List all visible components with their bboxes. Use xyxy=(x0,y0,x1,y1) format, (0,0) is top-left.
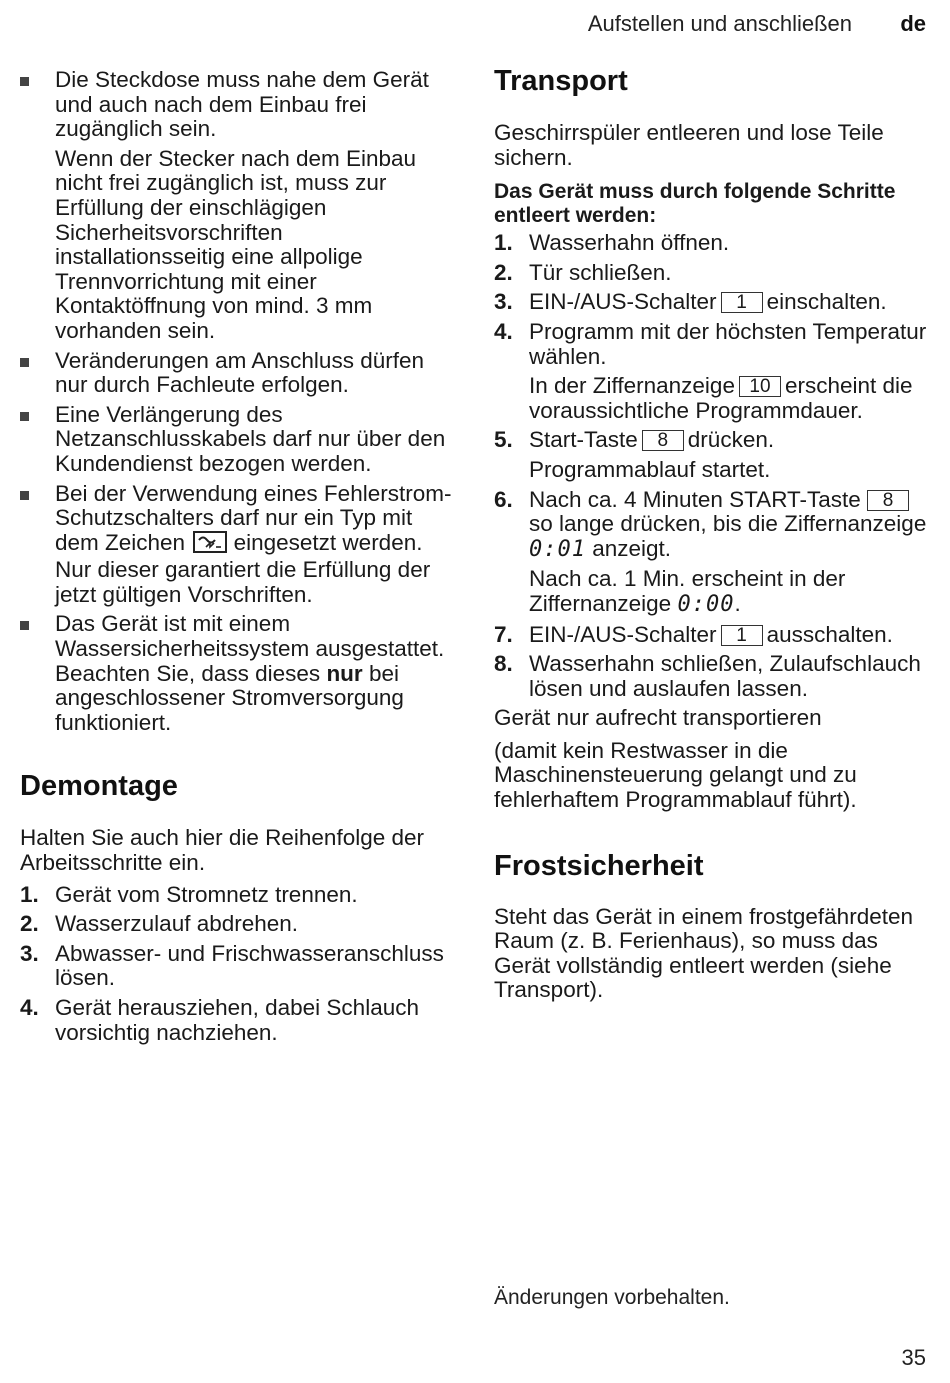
list-item xyxy=(20,883,458,908)
step-text-part: Start-Taste xyxy=(529,427,638,453)
list-item xyxy=(494,290,934,315)
step-text-part: so lange drücken, bis die Ziffernanzeige xyxy=(529,511,927,537)
lcd-display-value: 0:01 xyxy=(529,536,586,562)
step-text-part: erscheint die voraussichtliche Programmdauer. xyxy=(529,373,913,423)
right-column xyxy=(494,62,934,1003)
bullet-text: Die Steckdose muss nahe dem Gerät und auch nach dem Einbau frei zugänglich sein. xyxy=(55,67,429,142)
step-text: Programm mit der höchsten Temperatur wählen. xyxy=(529,318,927,369)
power-key-symbol: 1 xyxy=(721,292,763,313)
step-text: Wasserhahn schließen, Zulaufschlauch lösen und auslaufen lassen. xyxy=(529,651,921,701)
step-number: 1. xyxy=(20,881,39,907)
transport-subheading: Das Gerät muss durch folgende Schritte entleert werden: xyxy=(494,180,896,228)
list-item xyxy=(494,623,934,648)
step-text xyxy=(529,623,934,648)
step-text xyxy=(529,428,934,453)
transport-note: (damit kein Restwasser in die Maschinensteuerung gelangt und zu fehlerhaftem Programmablauf führt). xyxy=(494,737,857,813)
bullet-square-icon xyxy=(20,491,29,500)
power-key-symbol: 1 xyxy=(721,625,763,646)
list-item xyxy=(20,349,458,398)
list-item xyxy=(494,231,934,256)
step-text-part: EIN-/AUS-Schalter xyxy=(529,289,717,315)
step-number: 3. xyxy=(20,940,39,966)
start-key-symbol: 8 xyxy=(642,430,684,451)
bullet-text xyxy=(55,482,458,608)
step-text: Wasserzulauf abdrehen. xyxy=(55,911,299,937)
bullet-square-icon xyxy=(20,77,29,86)
frost-heading: Frostsicherheit xyxy=(494,849,704,882)
step-text-part: . xyxy=(734,590,741,616)
step-number: 3. xyxy=(494,289,513,315)
step-text: Gerät vom Stromnetz trennen. xyxy=(55,881,358,907)
step-text-part: In der Ziffernanzeige xyxy=(529,373,735,399)
bullet-text-emphasis: nur xyxy=(326,660,363,686)
list-item xyxy=(494,652,934,701)
bullet-text-part: Das Gerät ist mit einem Wassersicherheitssystem ausgestattet. Beachten Sie, dass dieses xyxy=(55,611,445,686)
safety-bullet-list xyxy=(20,68,458,735)
bullet-text: Veränderungen am Anschluss dürfen nur durch Fachleute erfolgen. xyxy=(55,347,424,398)
list-item xyxy=(494,320,934,423)
list-item xyxy=(20,68,458,344)
bullet-text-part: bei angeschlossener Stromversorgung funktioniert. xyxy=(55,660,404,735)
demontage-steps xyxy=(20,883,458,1046)
list-item xyxy=(20,912,458,937)
list-item xyxy=(494,428,934,482)
step-subtext: Programmablauf startet. xyxy=(529,456,771,482)
transport-intro: Geschirrspüler entleeren und lose Teile sichern. xyxy=(494,120,884,170)
step-text: Gerät herausziehen, dabei Schlauch vorsichtig nachziehen. xyxy=(55,995,419,1045)
bullet-text: Wenn der Stecker nach dem Einbau nicht frei zugänglich ist, muss zur Erfüllung der einschlägigen Sicherheitsvorschriften installationsseitig eine allpolige Trennvorrichtung mit einer Kontaktöffnung von mind. 3 mm vorhanden sein. xyxy=(55,145,417,343)
list-item xyxy=(494,261,934,286)
transport-steps xyxy=(494,231,934,701)
step-text: Wasserhahn öffnen. xyxy=(529,230,730,256)
page-header xyxy=(0,11,950,41)
step-number: 2. xyxy=(20,911,39,937)
step-text: Tür schließen. xyxy=(529,259,672,285)
header-section-title: Aufstellen und anschließen xyxy=(587,11,852,36)
list-item xyxy=(20,482,458,608)
bullet-text xyxy=(55,612,458,735)
step-subtext xyxy=(529,374,934,423)
bullet-text: Eine Verlängerung des Netzanschlusskabels darf nur über den Kundendienst bezogen werden. xyxy=(55,401,446,476)
step-text xyxy=(529,290,934,315)
list-item xyxy=(20,996,458,1045)
step-text-part: anzeigt. xyxy=(592,535,672,561)
step-text-part: Nach ca. 1 Min. erscheint in der Ziffernanzeige xyxy=(529,566,846,616)
frost-text: Steht das Gerät in einem frostgefährdeten Raum (z. B. Ferienhaus), so muss das Gerät vollständig entleert werden (siehe Transport). xyxy=(494,903,913,1003)
header-language-code: de xyxy=(900,11,926,36)
list-item xyxy=(20,612,458,735)
step-text: Abwasser- und Frischwasseranschluss lösen. xyxy=(55,940,444,991)
display-key-symbol: 10 xyxy=(739,376,781,397)
bullet-square-icon xyxy=(20,621,29,630)
list-item xyxy=(20,942,458,991)
step-subtext xyxy=(529,567,934,617)
step-number: 6. xyxy=(494,486,513,512)
list-item xyxy=(494,488,934,618)
left-column xyxy=(20,62,458,1050)
rcd-type-symbol-icon xyxy=(193,531,227,559)
step-text-part: drücken. xyxy=(687,427,775,453)
demontage-intro: Halten Sie auch hier die Reihenfolge der Arbeitsschritte ein. xyxy=(20,825,425,876)
step-text-part: ausschalten. xyxy=(766,621,893,647)
step-number: 4. xyxy=(20,995,39,1020)
step-text-part: Nach ca. 4 Minuten START-Taste xyxy=(529,486,861,512)
lcd-display-value: 0:00 xyxy=(677,591,735,617)
step-number: 4. xyxy=(494,318,513,344)
start-key-symbol: 8 xyxy=(867,490,909,511)
step-text xyxy=(529,488,934,563)
list-item xyxy=(20,403,458,477)
step-number: 5. xyxy=(494,427,513,453)
transport-heading: Transport xyxy=(494,65,628,97)
footer-note: Änderungen vorbehalten. xyxy=(494,1286,730,1309)
step-number: 1. xyxy=(494,230,513,256)
page-number: 35 xyxy=(901,1345,926,1370)
bullet-text-part: Bei der Verwendung eines Fehlerstrom-Schutzschalters darf nur ein Typ mit dem Zeichen xyxy=(55,480,452,555)
step-number: 7. xyxy=(494,621,513,647)
step-text-part: einschalten. xyxy=(766,289,887,315)
step-number: 2. xyxy=(494,259,513,285)
step-number: 8. xyxy=(494,651,513,677)
bullet-square-icon xyxy=(20,358,29,367)
step-text-part: EIN-/AUS-Schalter xyxy=(529,621,717,647)
transport-note: Gerät nur aufrecht transportieren xyxy=(494,705,822,731)
bullet-square-icon xyxy=(20,412,29,421)
bullet-text-part: eingesetzt werden. Nur dieser garantiert die Erfüllung der jetzt gültigen Vorschriften. xyxy=(55,529,431,607)
demontage-heading: Demontage xyxy=(20,770,178,803)
